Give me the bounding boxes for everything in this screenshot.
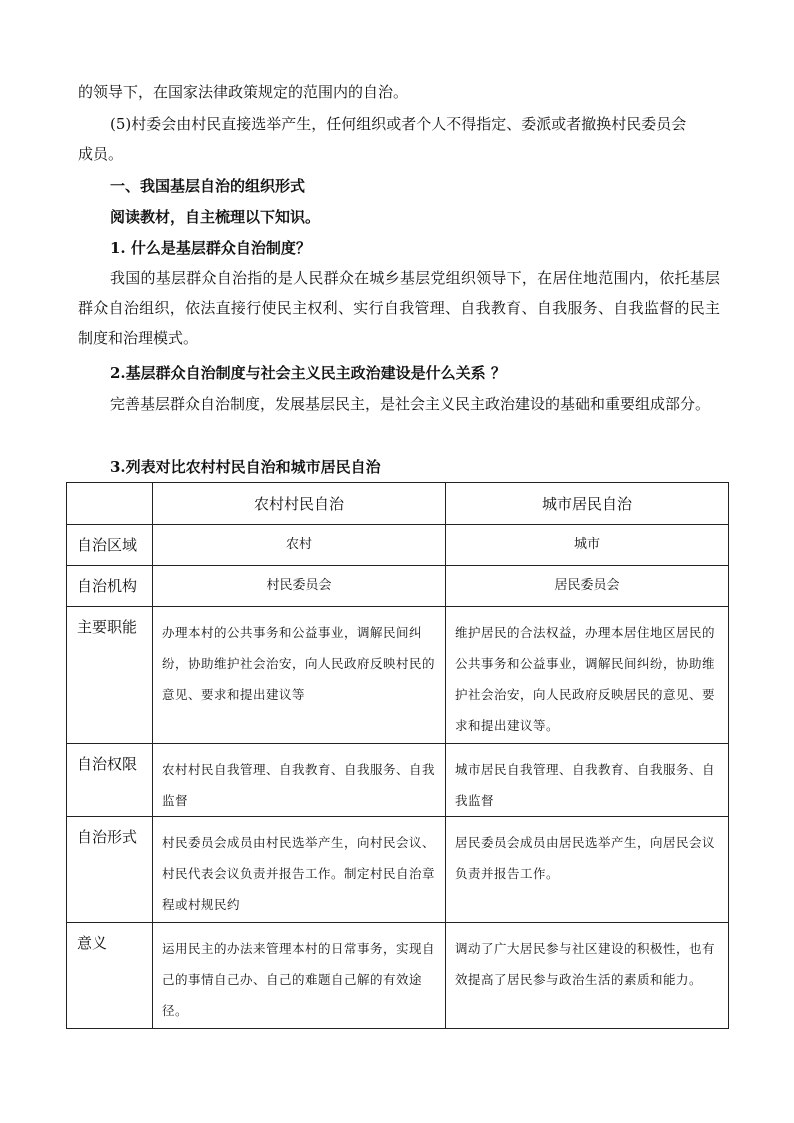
urban-cell: 调动了广大居民参与社区建设的积极性，也有效提高了居民参与政治生活的素质和能力。 <box>446 923 729 1029</box>
urban-cell: 维护居民的合法权益，办理本居住地区居民的公共事务和公益事业，调解民间纠纷，协助维护社会治安，向人民政府反映居民的意见、要求和提出建议等。 <box>446 607 729 744</box>
answer-2: 完善基层群众自治制度，发展基层民主，是社会主义民主政治建设的基础和重要组成部分。 <box>110 395 711 413</box>
intro-line-3: 成员。 <box>78 145 124 163</box>
row-label: 意义 <box>67 923 153 1029</box>
comparison-table <box>66 482 729 1029</box>
row-label: 自治区域 <box>67 525 153 566</box>
table-row <box>67 607 729 744</box>
header-blank <box>67 483 153 525</box>
intro-line-2: (5)村委会由村民直接选举产生，任何组织或者个人不得指定、委派或者撤换村民委员会 <box>110 115 687 133</box>
table-row <box>67 566 729 607</box>
header-urban: 城市居民自治 <box>446 483 729 525</box>
question-2: 2.基层群众自治制度与社会主义民主政治建设是什么关系 ？ <box>110 364 506 382</box>
rural-cell: 村民委员会 <box>153 566 446 607</box>
rural-cell: 办理本村的公共事务和公益事业，调解民间纠纷，协助维护社会治安，向人民政府反映村民的意见、要求和提出建议等 <box>153 607 446 744</box>
row-label: 主要职能 <box>67 607 153 744</box>
row-label: 自治权限 <box>67 744 153 817</box>
intro-line-1: 的领导下，在国家法律政策规定的范围内的自治。 <box>78 83 409 101</box>
urban-cell: 城市居民自我管理、自我教育、自我服务、自我监督 <box>446 744 729 817</box>
urban-cell: 居民委员会成员由居民选举产生，向居民会议负责并报告工作。 <box>446 817 729 923</box>
table-row <box>67 923 729 1029</box>
urban-cell: 居民委员会 <box>446 566 729 607</box>
table-header-row <box>67 483 729 525</box>
answer-1: 我国的基层群众自治指的是人民群众在城乡基层党组织领导下，在居住地范围内，依托基层群众自治组织，依法直接行使民主权利、实行自我管理、自我教育、自我服务、自我监督的民主制度和治理模式。 <box>78 269 720 347</box>
row-label: 自治机构 <box>67 566 153 607</box>
rural-cell: 运用民主的办法来管理本村的日常事务，实现自己的事情自己办、自己的难题自己解的有效途径。 <box>153 923 446 1029</box>
table-row <box>67 817 729 923</box>
question-1: 1. 什么是基层群众自治制度？ <box>110 239 311 257</box>
section-heading: 一、我国基层自治的组织形式 <box>110 177 306 195</box>
section-subheading: 阅读教材，自主梳理以下知识。 <box>110 208 321 226</box>
row-label: 自治形式 <box>67 817 153 923</box>
rural-cell: 农村 <box>153 525 446 566</box>
question-3: 3.列表对比农村村民自治和城市居民自治 <box>110 458 381 476</box>
header-rural: 农村村民自治 <box>153 483 446 525</box>
rural-cell: 农村村民自我管理、自我教育、自我服务、自我监督 <box>153 744 446 817</box>
table-row <box>67 525 729 566</box>
urban-cell: 城市 <box>446 525 729 566</box>
rural-cell: 村民委员会成员由村民选举产生，向村民会议、村民代表会议负责并报告工作。制定村民自治章程或村规民约 <box>153 817 446 923</box>
table-row <box>67 744 729 817</box>
